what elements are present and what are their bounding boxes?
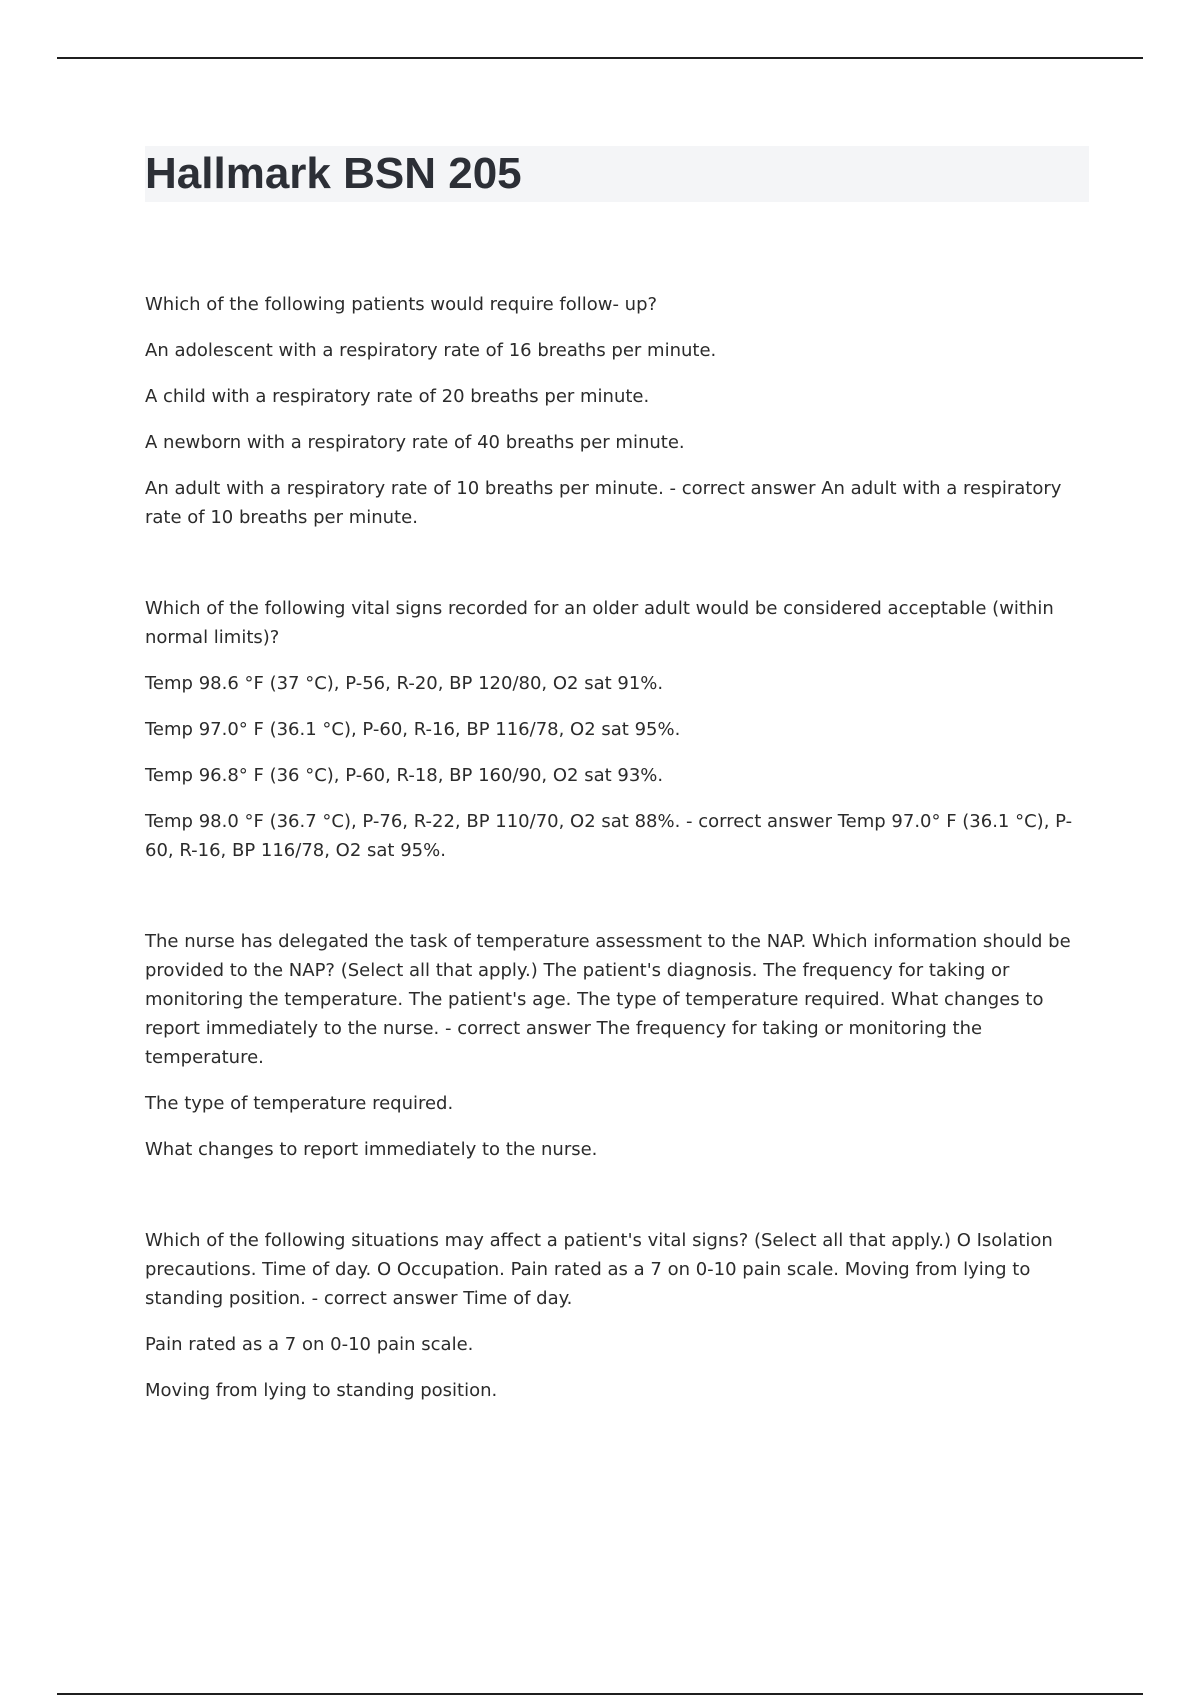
document-body <box>145 290 1095 1467</box>
correct-answer-continuation: The type of temperature required. <box>145 1093 454 1114</box>
question-block-3 <box>145 927 1095 1164</box>
answer-option: A newborn with a respiratory rate of 40 breaths per minute. <box>145 432 685 453</box>
answer-option: Temp 98.6 °F (37 °C), P-56, R-20, BP 120/80, O2 sat 91%. <box>145 673 664 694</box>
title-banner <box>145 146 1089 202</box>
question-text: Which of the following patients would require follow- up? <box>145 294 658 315</box>
question-block-1 <box>145 290 1095 532</box>
question-text-with-correct-answer: The nurse has delegated the task of temperature assessment to the NAP. Which information should be provided to the NAP? (Select all that apply.) The patient's diagnosis. The frequency for taking or monitoring the temperature. The patient's age. The type of temperature required. What changes to report immediately to the nurse. - correct answer The frequency for taking or monitoring the temperature. <box>145 931 1071 1068</box>
question-text-with-correct-answer: Which of the following situations may affect a patient's vital signs? (Select all that apply.) O Isolation precautions. Time of day. O Occupation. Pain rated as a 7 on 0-10 pain scale. Moving from lying to standing position. - correct answer Time of day. <box>145 1230 1053 1309</box>
document-title: Hallmark BSN 205 <box>145 149 522 198</box>
question-text: Which of the following vital signs recorded for an older adult would be considered acceptable (within normal limits)? <box>145 598 1054 648</box>
question-block-2 <box>145 594 1095 865</box>
answer-option: Temp 96.8° F (36 °C), P-60, R-18, BP 160/90, O2 sat 93%. <box>145 765 664 786</box>
answer-option: Temp 97.0° F (36.1 °C), P-60, R-16, BP 116/78, O2 sat 95%. <box>145 719 681 740</box>
question-block-4 <box>145 1226 1095 1405</box>
answer-option: A child with a respiratory rate of 20 breaths per minute. <box>145 386 650 407</box>
answer-option-with-correct-answer: Temp 98.0 °F (36.7 °C), P-76, R-22, BP 110/70, O2 sat 88%. - correct answer Temp 97.0° F (36.1 °C), P-60, R-16, BP 116/78, O2 sat 95%. <box>145 811 1073 861</box>
correct-answer-continuation: What changes to report immediately to the nurse. <box>145 1139 598 1160</box>
correct-answer-continuation: Moving from lying to standing position. <box>145 1380 498 1401</box>
header-rule <box>57 57 1143 59</box>
answer-option: An adolescent with a respiratory rate of 16 breaths per minute. <box>145 340 717 361</box>
answer-option-with-correct-answer: An adult with a respiratory rate of 10 breaths per minute. - correct answer An adult with a respiratory rate of 10 breaths per minute. <box>145 478 1062 528</box>
footer-rule <box>57 1693 1143 1695</box>
correct-answer-continuation: Pain rated as a 7 on 0-10 pain scale. <box>145 1334 474 1355</box>
